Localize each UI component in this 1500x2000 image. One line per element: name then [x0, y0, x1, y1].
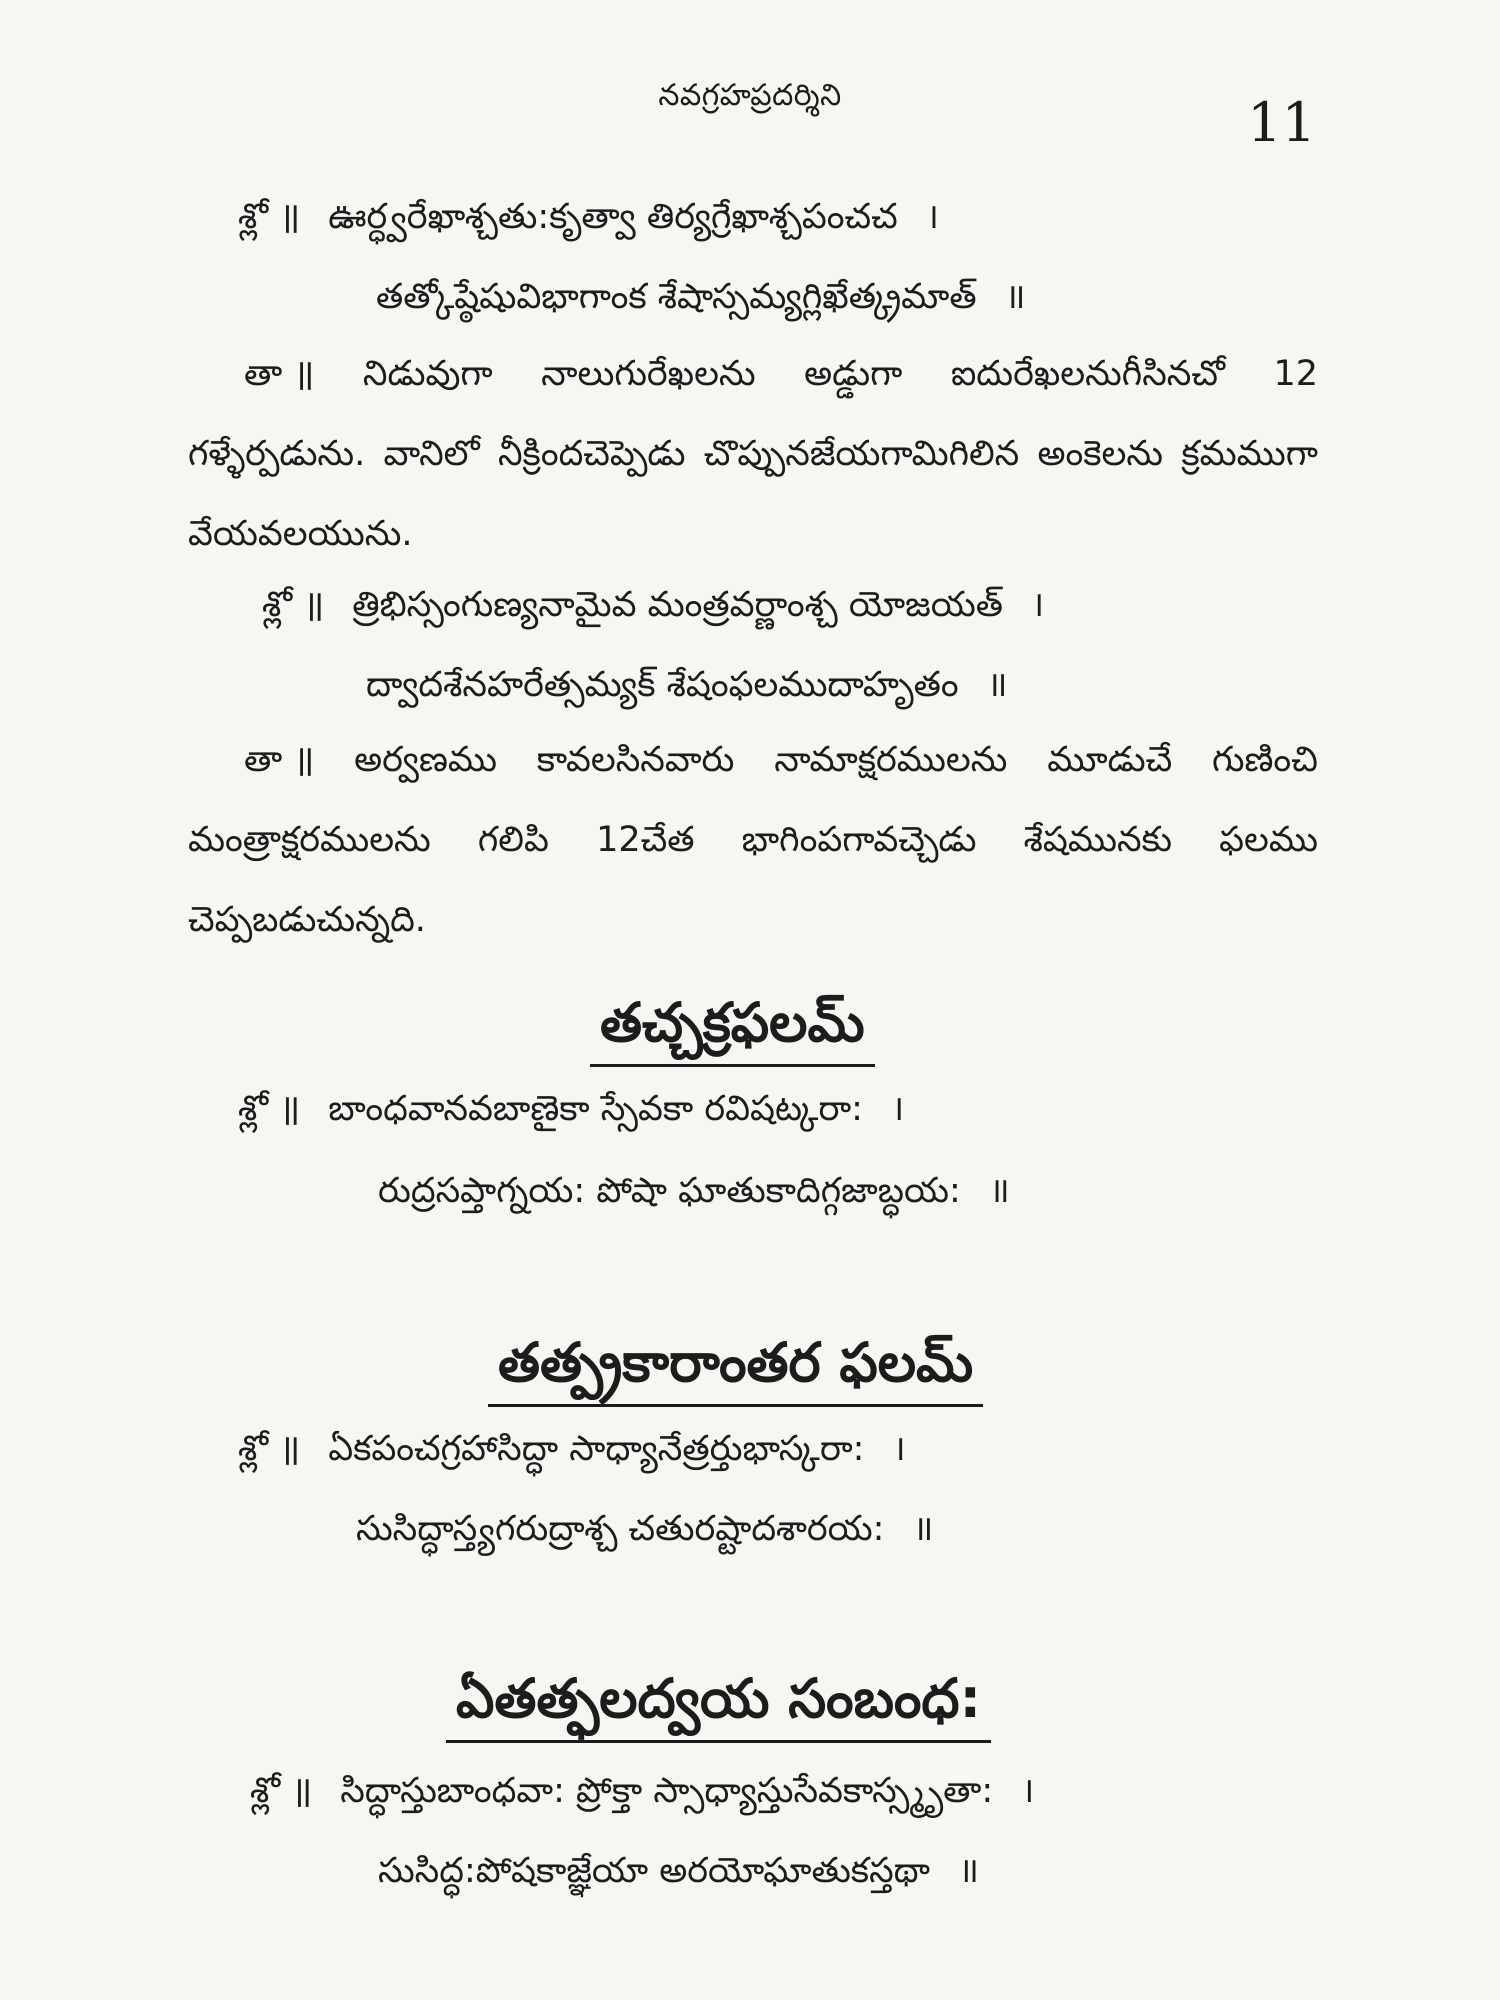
verse-mark: శ్లో ॥ [238, 1089, 301, 1129]
section-heading-1: తచ్చక్రఫలమ్ [590, 988, 875, 1067]
section-heading-2: తత్ప్రకారాంతర ఫలమ్ [488, 1328, 983, 1407]
section-heading-3: ఏతత్ఫలద్వయ సంబంధ: [446, 1664, 991, 1743]
verse1-line2 [376, 276, 1026, 318]
page-number: 11 [1247, 91, 1316, 154]
verse2-line2 [366, 664, 1008, 706]
commentary-mark: తా ॥ [244, 354, 315, 394]
verse5-line2 [378, 1850, 979, 1892]
commentary-mark: తా ॥ [244, 740, 315, 780]
verse4-line2 [356, 1508, 933, 1550]
verse-end-mark: । [890, 1089, 905, 1129]
verse-mark: శ్లో ॥ [238, 1429, 301, 1469]
verse-end-mark: । [1030, 585, 1045, 625]
verse2-line1 [262, 584, 1044, 626]
verse-text: సుసిద్ధాస్త్యగరుద్రాశ్చ చతురష్టాదశారయ: [356, 1509, 885, 1549]
commentary-paragraph-2 [188, 720, 1318, 960]
verse-text: తత్కోష్ఠేషువిభాగాంక శేషాస్సమ్యగ్లిఖేత్క్రమాత్ [376, 277, 977, 317]
verse-end-mark: ॥ [988, 1171, 1010, 1211]
verse-end-mark: । [925, 197, 939, 237]
verse-text: రుద్రసప్తాగ్నయ: పోషా ఘాతుకాదిగ్గజాబ్ధయ: [378, 1171, 961, 1211]
verse3-line1 [238, 1088, 904, 1130]
verse-text: బాంధవానవబాణైకా స్సేవకా రవిషట్కరా: [328, 1089, 863, 1129]
commentary-paragraph-1 [188, 334, 1318, 574]
verse-text: సుసిద్ధ:పోషకాజ్ఞేయా అరయోఘాతుకస్తథా [378, 1851, 931, 1891]
verse-mark: శ్లో ॥ [250, 1771, 313, 1811]
verse-end-mark: ॥ [1004, 277, 1026, 317]
verse4-line1 [238, 1428, 906, 1470]
verse-end-mark: ॥ [986, 665, 1008, 705]
commentary-text: నిడువుగా నాలుగురేఖలను అడ్డుగా ఐదురేఖలనుగీసినచో 12 గళ్ళేర్పడును. వానిలో నీక్రిందచెప్పెడు చొప్పునజేయగామిగిలిన అంకెలను క్రమముగా వేయవలయును. [188, 354, 1318, 554]
verse-end-mark: । [1021, 1771, 1035, 1811]
verse5-line1 [250, 1770, 1034, 1812]
verse-text: ఊర్ధ్వరేఖాశ్చతు:కృత్వా తిర్యగ్రేఖాశ్చపంచచ [328, 197, 898, 237]
verse-text: త్రిభిస్సంగుణ్యనామైవ మంత్రవర్ణాంశ్చ యోజయత్ [352, 585, 1003, 625]
verse-end-mark: । [892, 1429, 906, 1469]
verse-text: ఏకపంచగ్రహాసిద్ధా సాధ్యానేత్రర్తుభాస్కరా: [328, 1429, 865, 1469]
verse-text: ద్వాదశేనహరేత్సమ్యక్ శేషంఫలముదాహృతం [366, 665, 959, 705]
verse-end-mark: ॥ [958, 1851, 980, 1891]
verse-text: సిద్ధాస్తుబాంధవా: ప్రోక్తా స్సాధ్యాస్తుసేవకాస్స్మృతా: [340, 1771, 994, 1811]
commentary-text: అర్వణము కావలసినవారు నామాక్షరములను మూడుచే గుణించి మంత్రాక్షరములను గలిపి 12చేత భాగింపగావచ్చెడు శేషమునకు ఫలము చెప్పబడుచున్నది. [188, 740, 1318, 940]
verse-end-mark: ॥ [912, 1509, 934, 1549]
verse1-line1 [238, 196, 939, 238]
verse-mark: శ్లో ॥ [238, 197, 301, 237]
verse3-line2 [378, 1170, 1010, 1212]
verse-mark: శ్లో ॥ [262, 585, 325, 625]
running-head: నవగ్రహప్రదర్శిని [658, 78, 842, 113]
